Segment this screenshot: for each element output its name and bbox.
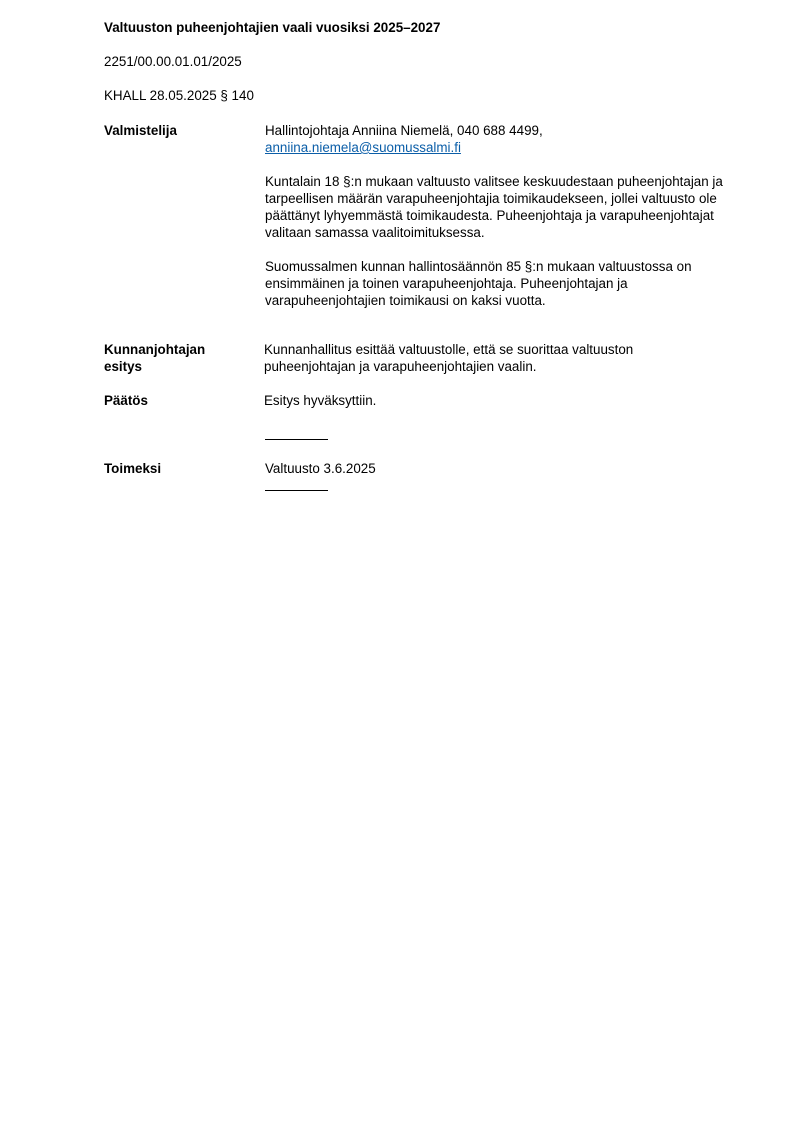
esitys-label-line2: esitys (104, 359, 142, 374)
section-content-toimeksi: Valtuusto 3.6.2025 (265, 461, 376, 476)
paragraph-kuntalaki: Kuntalain 18 §:n mukaan valtuusto valitsee keskuudestaan puheenjohtajan ja tarpeellisen määrän varapuheenjohtajia toimikaudekseen, jollei valtuusto ole päättänyt lyhyemmästä toimikaudesta. Puheenjohtaja ja varapuheenjohtajat valitaan samassa vaalitoimituksessa. (265, 174, 723, 240)
esitys-label-line1: Kunnanjohtajan (104, 342, 206, 357)
email-row (265, 139, 745, 156)
reference-number: 2251/00.00.01.01/2025 (104, 54, 242, 69)
signature-line-1 (265, 439, 328, 440)
section-content-esitys: Kunnanhallitus esittää valtuustolle, että se suorittaa valtuuston puheenjohtajan ja varapuheenjohtajien vaalin. (264, 342, 634, 374)
meeting-reference: KHALL 28.05.2025 § 140 (104, 88, 254, 103)
preparer-line: Hallintojohtaja Anniina Niemelä, 040 688 4499, (265, 123, 543, 138)
section-label-toimeksi: Toimeksi (104, 461, 162, 476)
email-link[interactable]: anniina.niemela@suomussalmi.fi (265, 140, 461, 155)
signature-line-2 (265, 490, 328, 491)
section-content-valmistelija (265, 122, 745, 309)
paragraph-hallintosaanto: Suomussalmen kunnan hallintosäännön 85 §:n mukaan valtuustossa on ensimmäinen ja toinen varapuheenjohtaja. Puheenjohtajan ja varapuheenjohtajien toimikausi on kaksi vuotta. (265, 259, 692, 308)
section-content-paatos: Esitys hyväksyttiin. (264, 393, 377, 408)
document-title: Valtuuston puheenjohtajien vaali vuosiksi 2025–2027 (104, 20, 441, 35)
section-label-paatos: Päätös (104, 393, 148, 408)
section-label-valmistelija: Valmistelija (104, 123, 177, 138)
section-label-esitys (104, 341, 254, 375)
